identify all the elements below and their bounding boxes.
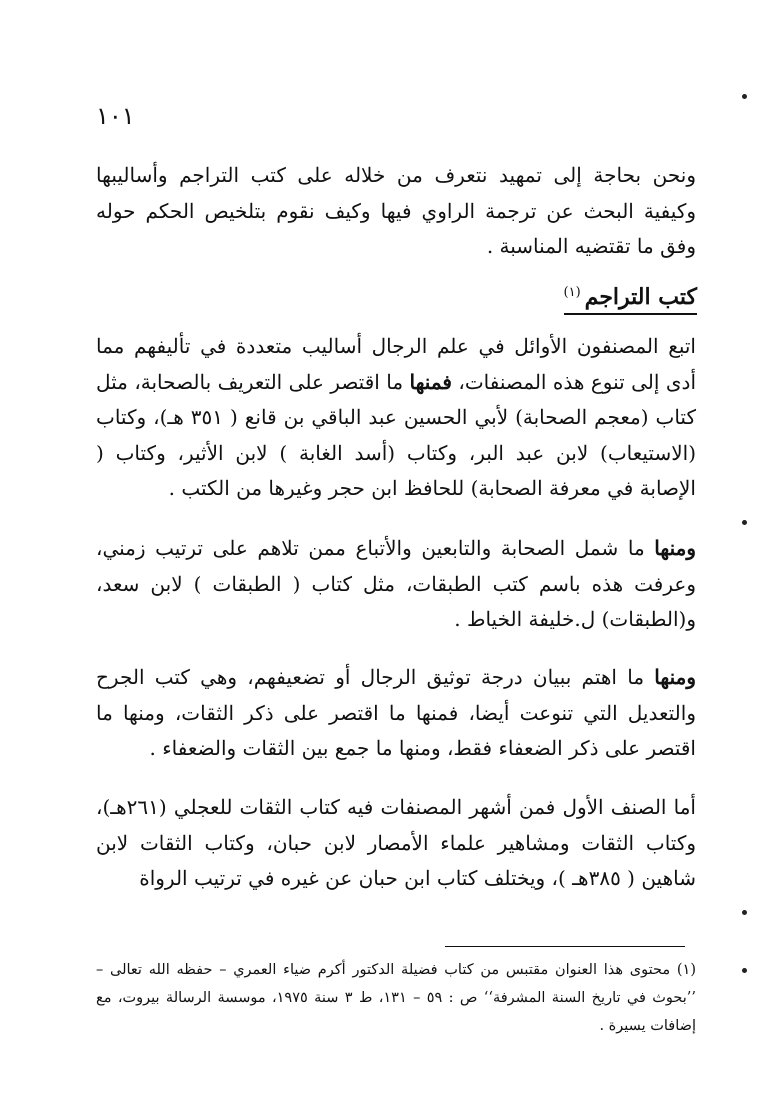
- margin-mark: [742, 968, 747, 973]
- paragraph-3: [96, 660, 696, 767]
- paragraph-1-text-continued: ما اقتصر على التعريف بالصحابة، مثل كتاب (معجم الصحابة) لأبي الحسين عبد الباقي بن قانع ( ٣٥١ هـ)، وكتاب (الاستيعاب) لابن عبد البر، وكتاب (أسد الغابة ) لابن الأثير، وكتاب ( الإصابة في معرفة الصحابة) للحافظ ابن حجر وغيرها من الكتب .: [96, 369, 696, 500]
- paragraph-4: [96, 790, 696, 897]
- paragraph-1-lead-word: فمنها: [409, 369, 452, 394]
- section-heading-text: كتب التراجم: [584, 284, 697, 310]
- footnote-separator: [445, 946, 685, 947]
- paragraph-1-text: اتبع المصنفون الأوائل في علم الرجال أساليب متعددة في تأليفهم مما أدى إلى تنوع هذه المصنفات،: [96, 334, 696, 394]
- intro-paragraph: ونحن بحاجة إلى تمهيد نتعرف من خلاله على كتب التراجم وأساليبها وكيفية البحث عن ترجمة الراوي فيها وكيف نقوم بتلخيص الحكم حوله وفق ما تقتضيه المناسبة .: [96, 163, 696, 258]
- paragraph-4-text: أما الصنف الأول فمن أشهر المصنفات فيه كتاب الثقات للعجلي (٢٦١هـ)، وكتاب الثقات ومشاهير علماء الأمصار لابن حبان، وكتاب الثقات لابن شاهين ( ٣٨٥هـ )، ويختلف كتاب ابن حبان عن غيره في ترتيب الرواة: [96, 795, 696, 890]
- margin-mark: [742, 910, 747, 915]
- section-heading: [564, 284, 697, 315]
- margin-mark: [742, 520, 747, 525]
- footnote: (١) محتوى هذا العنوان مقتبس من كتاب فضيلة الدكتور أكرم ضياء العمري – حفظه الله تعالى – ’’بحوث في تاريخ السنة المشرفة‘‘ ص : ٥٩ – ١٣١، ط ٣ سنة ١٩٧٥، موسسة الرسالة بيروت، مع إضافات يسيرة .: [96, 962, 696, 1034]
- page-number: ١٠١: [96, 102, 135, 130]
- paragraph-2-text: ما شمل الصحابة والتابعين والأتباع ممن تلاهم على ترتيب زمني، وعرفت هذه باسم كتب الطبقات، مثل كتاب ( الطبقات ) لابن سعد، و(الطبقات) ل.خليفة الخياط .: [96, 536, 696, 631]
- margin-mark: [742, 94, 747, 99]
- paragraph-2: [96, 531, 696, 638]
- paragraph-3-lead-word: ومنها: [654, 665, 696, 689]
- paragraph-3-text: ما اهتم ببيان درجة توثيق الرجال أو تضعيفهم، وهي كتب الجرح والتعديل التي تنوعت أيضا، فمنها ما اقتصر على ذكر الثقات، ومنها ما اقتصر على ذكر الضعفاء فقط، ومنها ما جمع بين الثقات والضعفاء .: [96, 665, 696, 760]
- paragraph-1: [96, 329, 696, 507]
- footnote-reference: (١): [563, 284, 581, 300]
- paragraph-2-lead-word: ومنها: [654, 536, 696, 560]
